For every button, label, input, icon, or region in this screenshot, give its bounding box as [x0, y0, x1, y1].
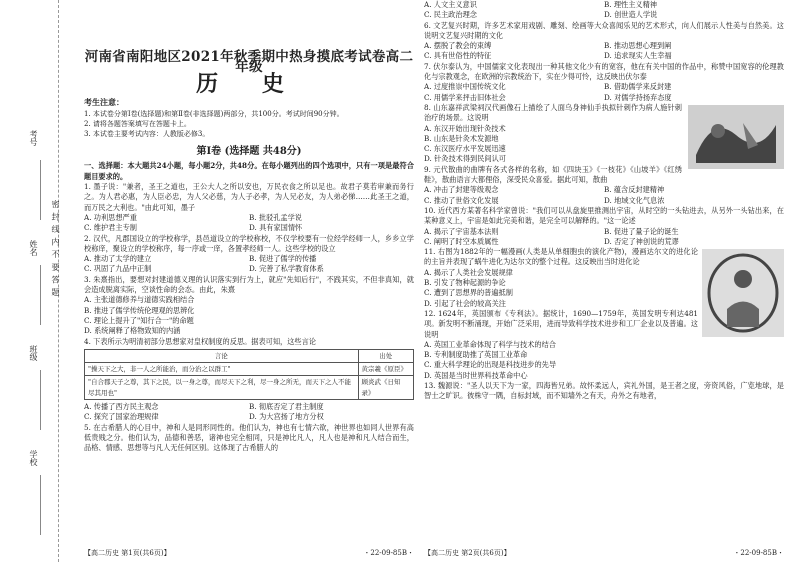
question [424, 62, 784, 103]
cartoon-image [702, 249, 784, 337]
option: B. 蕴含反封建精神 [604, 185, 665, 195]
seal-text: 密 封 线 内 不 要 答 题 [51, 200, 60, 297]
question-stem: 4. 下表所示为明清初部分思想家对皇权制度的反思。据表可知，这些言论 [84, 336, 316, 346]
option: D. 完善了私学教育体系 [249, 264, 324, 274]
option: A. 揭示了人类社会发展规律 [424, 267, 513, 277]
option: D. 否定了神创说的荒谬 [604, 236, 679, 246]
question-stem: 1. 墨子说："兼者，圣王之道也，王公大人之所以安也，万民衣食之所以足也。故君子莫若审兼而务行之。为人君必惠，为人臣必忠，为人父必慈，为人子必孝，为人兄必友，为人弟必悌……此圣王之道，而万民之大利也。"由此可知，墨子 [84, 182, 414, 212]
option: D. 引起了社会的较高关注 [424, 298, 506, 308]
option: C. 阐明了时空本质属性 [424, 236, 499, 246]
option: A. 过度推崇中国传统文化 [424, 82, 506, 92]
option: B. 专利制度助推了英国工业革命 [424, 350, 528, 360]
left-column [84, 0, 414, 562]
option: A. 人文主义意识 [424, 0, 477, 9]
question [84, 275, 414, 337]
question-stem: 8. 山东嘉祥武梁祠汉代画像石上描绘了人面乌身神仙手执拟针刺作为病人施针刺治疗的场景。这说明 [424, 102, 682, 123]
options [424, 227, 784, 248]
question [424, 206, 784, 247]
notice-item: 3. 本试卷主要考试内容：人教版必修3。 [84, 130, 210, 139]
question-stem: 6. 文艺复兴时期，许多艺术家用戏剧、雕刻、绘画等大众喜闻乐见的艺术形式，向人们展示人性美与自然美。这说明文艺复兴时期的文化 [424, 20, 784, 40]
options [424, 340, 784, 381]
option: D. 针灸技术得到民间认可 [424, 154, 506, 164]
options [424, 268, 698, 309]
table-cell: "操天下之大，非一人之所能治，而分治之以群工" [85, 363, 359, 376]
question [84, 337, 414, 423]
notice-heading: 考生注意： [84, 96, 124, 107]
class-line [40, 370, 41, 430]
options [84, 254, 414, 275]
option: B. 引发了物种起源的争论 [424, 278, 506, 288]
binding-margin [0, 0, 59, 562]
footer-page-label: 【高二历史 第2页(共6页)】 [424, 548, 511, 557]
section-heading: 第Ⅰ卷 (选择题 共48分) [196, 146, 302, 158]
options [424, 41, 784, 62]
table-header: 言论 [85, 349, 359, 362]
option: B. 借助儒学来反封建 [604, 82, 672, 92]
option: B. 促进了量子论的诞生 [604, 226, 679, 236]
option: D. 系统阐释了格物致知的内涵 [84, 326, 181, 336]
question [424, 103, 784, 165]
question [84, 423, 414, 454]
question-table [84, 349, 414, 400]
notice-item: 2. 请将各题答案填写在答题卡上。 [84, 120, 191, 129]
notice-block [84, 97, 414, 139]
options [424, 0, 784, 21]
option: C. 遭到了思想界的普遍抵制 [424, 288, 513, 298]
options [424, 185, 784, 206]
class-label: 班级 [29, 345, 38, 361]
question [424, 21, 784, 62]
table-header: 出处 [358, 349, 413, 362]
option: B. 推动思想心理到阐 [604, 41, 672, 51]
page-footer-left [84, 548, 414, 558]
question-stem: 7. 伏尔泰认为，中国儒家文化表现出一种其他文化少有的宽容，他在有关中国的作品中，称赞中国宽容的伦理教化与宗教观念，在欧洲的宗教统治下，实在少得可怜，这反映出伏尔泰 [424, 61, 784, 82]
question-stem: 2. 汉代，凡郡国设立的学校称学，县邑道设立的学校称校，不仅学校要有一位经学经师一人，乡乡立学校称庠，聚设立的学校称序，每一序或一庠，各置孝经师一人。这些学校的设立 [84, 233, 414, 253]
question-stem: 10. 近代西方某著名科学家曾说："我们可以从盘旋里推测出宇宙，从时空的一头钻进去，从另外一头钻出来，在某种意义上，宇宙是如此完美和谐，是完全可以解释的。"这一论述 [424, 205, 784, 226]
question-stem: 9. 元代散曲的曲牌有各式各样的名称，如《四块玉》《一枝花》《山坡羊》《红绣鞋》，散曲语言大都俚俗，深受民众喜爱。据此可知，散曲 [424, 164, 682, 185]
table-cell: "自合郡天子之尊，其下之民，以一身之尊，而尽天下之利，尽一身之所无，而天下之人不能尽其用也" [85, 376, 359, 400]
option: A. 推动了太学的建立 [84, 254, 152, 264]
table-cell: 顾炎武《日知录》 [358, 376, 413, 400]
option: C. 巩固了九品中正制 [84, 264, 152, 274]
left-questions [84, 182, 414, 453]
option: C. 维护君主专制 [84, 223, 137, 233]
exam-title: 河南省南阳地区2021年秋季期中热身摸底考试卷高二年级 [84, 49, 414, 76]
option: D. 创世造人学说 [604, 10, 658, 20]
option: D. 英国是当时世界科技革命中心 [424, 370, 528, 380]
option: B. 促进了儒学的传播 [249, 254, 317, 264]
question [84, 234, 414, 275]
footer-code: ・22-09-85B・ [733, 548, 784, 557]
exam-no-label: 考号 [29, 130, 38, 146]
options [84, 213, 414, 234]
option: D. 地域文化气息浓 [604, 195, 665, 205]
section-intro: 一、选择题：本大题共24小题，每小题2分，共48分。在每小题列出的四个选项中，只有一项是最符合题目要求的。 [84, 161, 414, 181]
subject-title: 历 史 [196, 70, 302, 97]
exam-no-line [40, 160, 41, 220]
notice-item: 1. 本试卷分第Ⅰ卷(选择题)和第Ⅱ卷(非选择题)两部分，共100分。考试时间90分钟。 [84, 110, 344, 119]
option: A. 英国工业革命体现了科学与技术的结合 [424, 339, 556, 349]
option: B. 彻底否定了君主制度 [249, 402, 324, 412]
option: A. 冲击了封建等级观念 [424, 185, 499, 195]
options [84, 295, 414, 336]
options [424, 124, 682, 165]
options [84, 402, 414, 423]
question [424, 0, 784, 21]
stone-relief-image [688, 105, 784, 169]
name-label: 姓名 [29, 240, 38, 256]
right-questions [424, 0, 784, 402]
page-footer-right [424, 548, 784, 558]
question-stem: 5. 在古希腊人的心目中，神和人是同形同性的。他们认为，神也有七情六欲，神世界也如同人世界有高低贵贱之分。他们认为，品德和善恶，诸神也完全相同，只是神比凡人，凡人也是神和凡人结合而生，品格、情感、思想等与凡人无任何区别。这体现了古希腊人的 [84, 422, 414, 453]
option: C. 重大科学理论的出现是科技进步的先导 [424, 360, 557, 370]
question-stem: 3. 朱熹指出，要想对封建道德义理的认识落实到行为上，就应"先知后行"，不践其实，不但非真知，就会造成脱离实际，空谈性命的会态。由此，朱熹 [84, 274, 414, 295]
option: B. 推进了儒学传统伦理观的思辨化 [84, 305, 195, 315]
option: D. 为大宫扬了地方分权 [249, 412, 324, 422]
option: D. 具有家国情怀 [249, 223, 303, 233]
question-stem: 11. 右图为1882年的一幅漫画(人类是从单细胞虫的演化产物)，漫画达尔文的进化论的主旨并表现了蜗牛进化为达尔文的整个过程。这反映出当时进化论 [424, 247, 698, 267]
question [424, 165, 784, 206]
question-stem: 12. 1624年，英国颁布《专利法》。据统计，1690—1759年，英国发明专利达481项。新发明不断涌现，开始广泛采用，进而导致科学技术进步和工厂企业以及普遍。这说明 [424, 308, 698, 339]
option: A. 摆脱了教会的束缚 [424, 41, 492, 51]
options [424, 82, 784, 103]
option: C. 东汉医疗水平发展迅速 [424, 144, 506, 154]
footer-page-label: 【高二历史 第1页(共6页)】 [84, 548, 171, 557]
option: C. 探究了国家治理规律 [84, 412, 159, 422]
question [84, 182, 414, 233]
school-line [40, 475, 41, 535]
option: A. 主张道德修养与道德实践相结合 [84, 295, 195, 305]
option: A. 揭示了宇宙基本法则 [424, 226, 499, 236]
question-stem: 13. 魏源说："圣人以天下为一家，四海皆兄弟。故怀柔远人，宾礼外国，是王者之度，旁资风俗，广览地球，是智士之旷识。彼株守一隅，自标封域，而不知墙外之有天，舟外之有地者， [424, 380, 784, 401]
question [424, 247, 784, 309]
option: D. 追求现实人生幸福 [604, 51, 672, 61]
school-label: 学校 [29, 450, 38, 466]
option: D. 对儒学持扬弃态度 [604, 92, 672, 102]
table-row [85, 363, 414, 376]
table-cell: 黄宗羲《原臣》 [358, 363, 413, 376]
option: B. 山东是针灸术发源地 [424, 133, 499, 143]
name-line [40, 265, 41, 325]
option: C. 推动了世俗文化发展 [424, 195, 499, 205]
right-column [424, 0, 784, 562]
option: A. 功利思想严重 [84, 212, 137, 222]
question [424, 381, 784, 402]
option: B. 理性主义精神 [604, 0, 657, 9]
option: B. 批驳孔孟学说 [249, 212, 302, 222]
table-row [85, 376, 414, 400]
option: A. 东汉开始出现针灸技术 [424, 123, 506, 133]
option: A. 传播了西方民主观念 [84, 402, 159, 412]
footer-code: ・22-09-85B・ [363, 548, 414, 557]
option: C. 理论上提升了"知行合一"的命题 [84, 315, 194, 325]
option: C. 民主政治理念 [424, 10, 477, 20]
option: C. 用儒学来抨击旧体社会 [424, 92, 506, 102]
option: C. 具有世俗性的特征 [424, 51, 492, 61]
